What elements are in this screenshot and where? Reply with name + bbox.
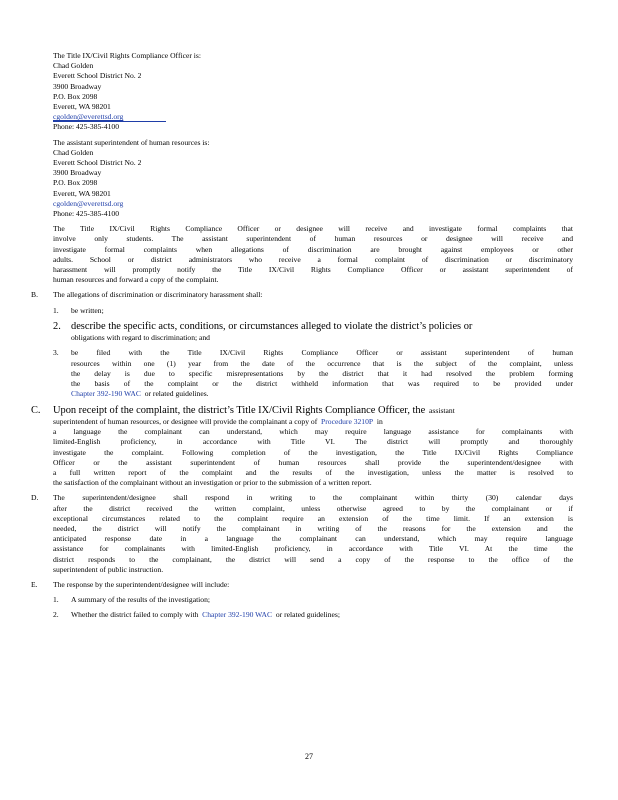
officer-contact-block: [53, 51, 573, 133]
list-item-text: A summary of the results of the investigation;: [71, 595, 210, 605]
paragraph-line: Officer or the assistant superintendent of human resources shall provide the superintendent/designee with: [53, 457, 573, 467]
list-item-text: or related guidelines;: [275, 610, 340, 620]
list-number: 1.: [53, 305, 59, 315]
paragraph-line: superintendent of human resources, or designee will provide the complainant a copy of: [53, 416, 318, 426]
hr-phone: Phone: 425-385-4100: [53, 209, 120, 219]
paragraph-line: in: [376, 416, 383, 426]
paragraph-line: investigate formal complaints when allegations of discrimination are brought against employees or other: [53, 244, 573, 254]
paragraph-line: superintendent of public instruction.: [53, 564, 164, 574]
list-item: [53, 320, 573, 344]
officer-phone: Phone: 425-385-4100: [53, 122, 120, 132]
officer-name: Chad Golden: [53, 61, 94, 71]
list-item: [53, 595, 573, 605]
officer-city: Everett, WA 98201: [53, 102, 111, 112]
paragraph-line: adults. School or district administrators who receive a formal complaint of discrimination or discriminatory: [53, 254, 573, 264]
paragraph-line: district responds to the complainant, the district will send a copy of the response to the office of the: [53, 554, 573, 564]
officer-intro: The Title IX/Civil Rights Compliance Officer is:: [53, 51, 201, 60]
wac-chapter-link[interactable]: Chapter 392-190 WAC: [71, 389, 141, 399]
paragraph-line: after the district received the written complaint, unless otherwise agreed to by the complainant or if: [53, 503, 573, 513]
paragraph-line: limited-English proficiency, in accordance with Title VI. The district will promptly and thoroughly: [53, 437, 573, 447]
list-number: 1.: [53, 595, 59, 605]
paragraph-line: human resources and forward a copy of the complaint.: [53, 275, 219, 285]
list-item-text: the basis of the complaint or the district withheld information that was required to be provided under: [71, 379, 573, 389]
section-b: [31, 290, 573, 399]
list-item-text: be filed with the Title IX/Civil Rights Compliance Officer or assistant superintendent of human: [71, 348, 573, 358]
paragraph-line: The superintendent/designee shall respond in writing to the complainant within thirty (30) calendar days: [53, 493, 573, 503]
section-c: [31, 404, 573, 489]
paragraph-line: exceptional circumstances related to the complaint require an extension of the time limit. If an extension is: [53, 513, 573, 523]
list-item: [53, 348, 573, 399]
section-c-heading: Upon receipt of the complaint, the district’s Title IX/Civil Rights Compliance Officer, the: [53, 404, 426, 416]
section-e-lead: The response by the superintendent/designee will include:: [53, 579, 230, 589]
hr-email-link[interactable]: cgolden@everettsd.org: [53, 198, 124, 208]
paragraph-line: The Title IX/Civil Rights Compliance Officer or designee will receive and investigate formal complaints that: [53, 224, 573, 234]
list-number: 3.: [53, 348, 59, 358]
officer-street: 3900 Broadway: [53, 81, 102, 91]
section-marker: E.: [31, 579, 38, 589]
hr-name: Chad Golden: [53, 147, 94, 157]
list-number: 2.: [53, 320, 61, 332]
wac-chapter-link[interactable]: Chapter 392-190 WAC: [202, 610, 273, 620]
paragraph-line: anticipated response date in a language the complainant can understand, which may require language: [53, 534, 573, 544]
hr-org: Everett School District No. 2: [53, 158, 142, 168]
paragraph-line: needed, the district will notify the complainant in writing of the reasons for the extension and the: [53, 523, 573, 533]
paragraph-line: involve only students. The assistant superintendent of human resources or designee will receive and: [53, 234, 573, 244]
procedure-3210p-link[interactable]: Procedure 3210P: [321, 416, 374, 426]
officer-pobox: P.O. Box 2098: [53, 91, 98, 101]
paragraph-line: investigate the complaint. Following completion of the investigation, the Title IX/Civil Rights Compliance: [53, 447, 573, 457]
list-item: [53, 610, 573, 620]
list-item-text: Whether the district failed to comply with: [71, 610, 199, 620]
hr-street: 3900 Broadway: [53, 168, 102, 178]
section-d: [31, 493, 573, 575]
officer-org: Everett School District No. 2: [53, 71, 142, 81]
list-item-text: obligations with regard to discrimination; and: [71, 333, 210, 343]
section-marker: B.: [31, 290, 38, 300]
section-e: [31, 579, 573, 621]
hr-intro: The assistant superintendent of human resources is:: [53, 137, 210, 147]
page-content: [31, 51, 573, 621]
paragraph-line: the satisfaction of the complainant without an investigation or prior to the submission of a written report.: [53, 478, 372, 488]
section-marker: C.: [31, 404, 41, 416]
list-item-text: be written;: [71, 305, 104, 315]
section-c-heading-tail: assistant: [429, 405, 455, 415]
hr-contact-block: [53, 138, 573, 220]
list-item-text: resources within one (1) year from the date of the occurrence that is the subject of the complaint, unless: [71, 358, 573, 368]
paragraph-line: a full written report of the complaint and the results of the investigation, unless the matter is resolved to: [53, 467, 573, 477]
list-item: [53, 305, 573, 316]
list-number: 2.: [53, 610, 59, 620]
list-item-text: or related guidelines.: [144, 389, 209, 399]
list-item-text: describe the specific acts, conditions, or circumstances alleged to violate the district’s policies or: [71, 320, 473, 332]
officer-email-link[interactable]: cgolden@everettsd.org: [53, 112, 124, 122]
list-item-text: the delay is due to specific misrepresentations by the district that it had resolved the problem forming: [71, 368, 573, 378]
paragraph-line: assistance for complainants with limited-English proficiency, in accordance with Title VI. At the time the: [53, 544, 573, 554]
paragraph-line: a language the complainant can understand, which may require language assistance for complainants with: [53, 427, 573, 437]
section-marker: D.: [31, 493, 39, 503]
hr-city: Everett, WA 98201: [53, 188, 111, 198]
page-number: 27: [305, 752, 313, 761]
section-b-lead: The allegations of discrimination or discriminatory harassment shall:: [53, 290, 263, 300]
complaint-intake-paragraph: [53, 224, 573, 285]
hr-pobox: P.O. Box 2098: [53, 178, 98, 188]
paragraph-line: harassment will promptly notify the Title IX/Civil Rights Compliance Officer or assistant superintendent of: [53, 265, 573, 275]
